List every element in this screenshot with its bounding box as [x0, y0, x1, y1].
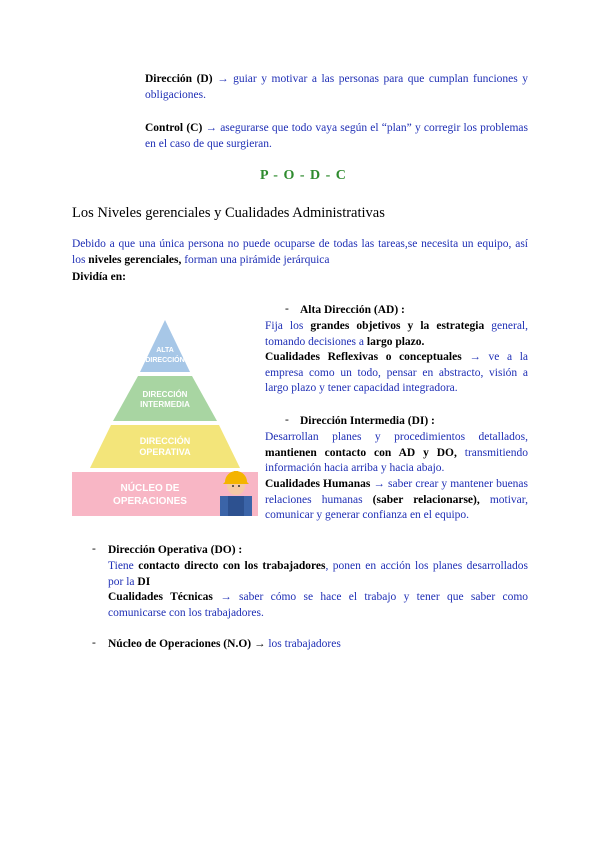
pyramid-diagram	[70, 318, 260, 518]
direccion-arrow: →	[217, 73, 229, 85]
direccion-text: guiar y motivar a las personas para que cumplan funciones y obligaciones.	[145, 73, 529, 101]
do-quality-text: saber cómo se hace el trabajo y tener que saber como comunicarse con los trabajadores.	[108, 591, 529, 619]
do-p1-b: contacto directo con los trabajadores	[138, 560, 326, 572]
di-p1-c: transmitiendo información hacia arriba y hacia abajo.	[265, 446, 528, 474]
pyramid-level-alta-line1: ALTA	[156, 347, 174, 354]
di-quality-term: Cualidades Humanas	[265, 478, 371, 490]
di-p1-a: Desarrollan planes y procedimientos detallados,	[265, 431, 528, 443]
divide-label: Dividía en:	[72, 271, 126, 283]
di-quality-text-b: motivar, comunicar y generar confianza en el equipo.	[265, 493, 529, 521]
no-arrow: →	[253, 638, 266, 650]
do-dash: -	[92, 543, 96, 555]
di-description	[265, 430, 528, 477]
do-p1-a: Tiene	[108, 560, 134, 572]
control-paragraph	[145, 121, 528, 152]
ad-p1-c: general, tomando decisiones a	[265, 320, 528, 348]
pyramid-level-alta-line2: DIRECCIÓN	[145, 357, 185, 364]
ad-p1-b: grandes objetivos y la estrategia	[310, 320, 485, 332]
ad-qualities	[265, 350, 528, 397]
podc-heading: P - O - D - C	[260, 168, 347, 183]
di-quality-arrow: →	[373, 478, 385, 490]
do-qualities	[108, 590, 528, 621]
di-dash: -	[285, 414, 289, 426]
control-term: Control (C)	[145, 122, 203, 134]
di-heading: Dirección Intermedia (DI) :	[300, 415, 435, 427]
ad-quality-text: ve a la empresa como un todo, pensar en abstracto, visión a largo plazo y tener capacidad integradora.	[265, 351, 528, 394]
do-description	[108, 559, 528, 590]
intro-bold: niveles gerenciales,	[88, 253, 182, 266]
ad-description	[265, 319, 528, 350]
pyramid-level-nucleo-line1: NÚCLEO DE	[120, 483, 180, 494]
do-quality-arrow: →	[220, 591, 232, 603]
intro-part2: forman una pirámide jerárquica	[184, 253, 330, 266]
pyramid-level-intermedia-line2: INTERMEDIA	[140, 400, 190, 409]
ad-p1-d: largo plazo.	[366, 335, 425, 348]
no-heading: Núcleo de Operaciones (N.O)	[108, 638, 252, 650]
di-p1-b: mantienen contacto con AD y DO,	[265, 446, 457, 459]
no-text: los trabajadores	[268, 638, 341, 650]
direccion-term: Dirección (D)	[145, 73, 213, 85]
ad-dash: -	[285, 303, 289, 315]
do-p1-d: DI	[137, 575, 151, 588]
direccion-paragraph	[145, 72, 528, 103]
ad-p1-a: Fija los	[265, 320, 304, 332]
control-text: asegurarse que todo vaya según el “plan” y corregir los problemas en el caso de que surgieran.	[145, 122, 529, 150]
do-quality-term: Cualidades Técnicas	[108, 591, 213, 603]
do-p1-c: , ponen en acción los planes desarrollados por la	[108, 560, 528, 588]
di-quality-bold: (saber relacionarse),	[372, 493, 480, 506]
di-quality-text-a: saber crear y mantener buenas relaciones humanas	[265, 478, 529, 506]
ad-heading: Alta Dirección (AD) :	[300, 304, 405, 316]
pyramid-level-alta	[140, 320, 190, 372]
no-dash: -	[92, 637, 96, 649]
intro-paragraph	[72, 237, 528, 268]
di-qualities	[265, 477, 528, 524]
pyramid-level-operativa-line1: DIRECCIÓN	[139, 436, 191, 446]
ad-quality-arrow: →	[469, 351, 481, 363]
pyramid-level-operativa-line2: OPERATIVA	[139, 447, 191, 457]
section-title: Los Niveles gerenciales y Cualidades Administrativas	[72, 205, 385, 221]
do-heading: Dirección Operativa (DO) :	[108, 544, 243, 556]
intro-part1: Debido a que una única persona no puede ocuparse de todas las tareas,se necesita un equipo, así los	[72, 238, 528, 266]
pyramid-level-nucleo-line2: OPERACIONES	[113, 496, 187, 507]
ad-quality-term: Cualidades Reflexivas o conceptuales	[265, 351, 462, 363]
control-arrow: →	[205, 122, 217, 134]
pyramid-level-intermedia-line1: DIRECCIÓN	[142, 390, 188, 399]
no-paragraph	[108, 637, 528, 653]
